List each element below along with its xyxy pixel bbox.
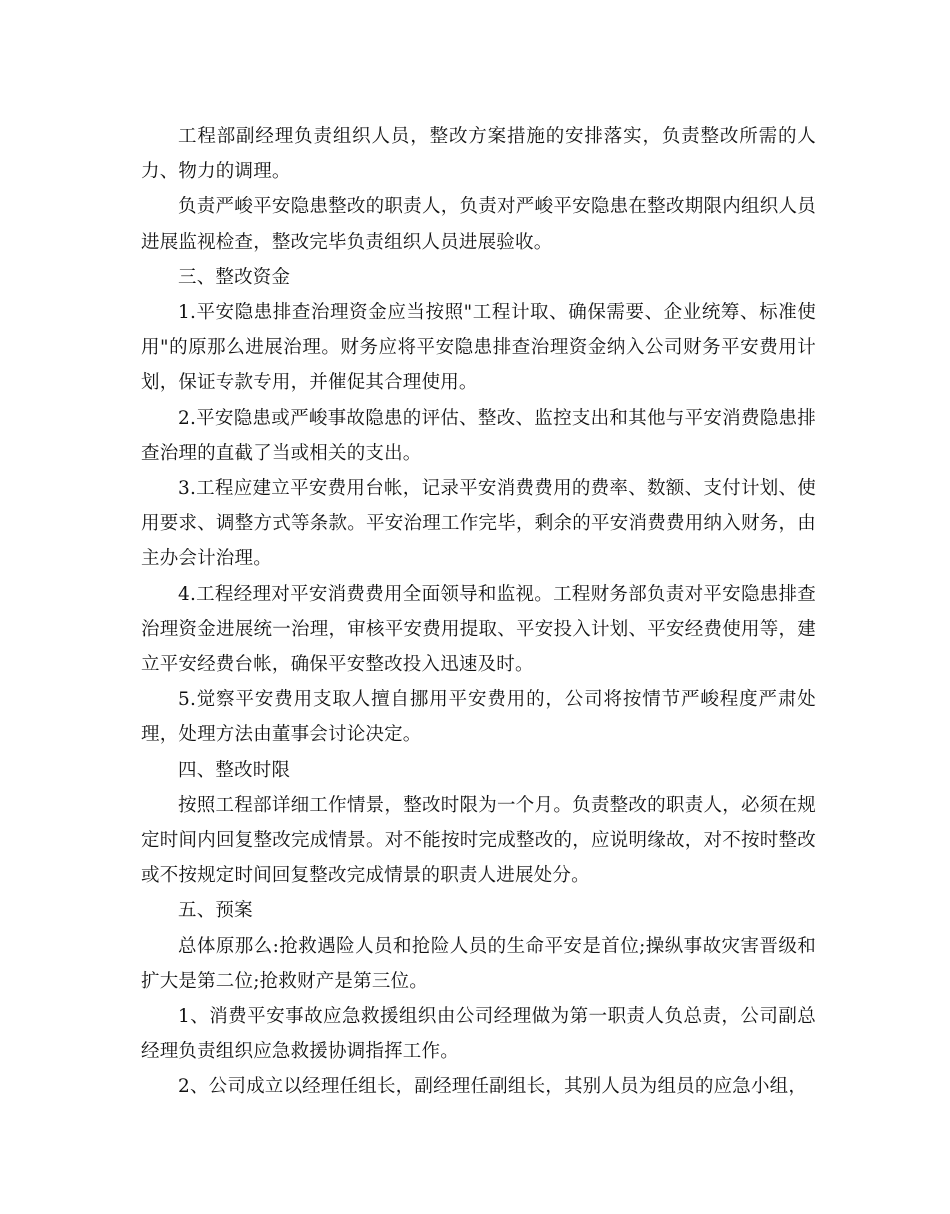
paragraph-plan-item-2: 2、公司成立以经理任组长，副经理任副组长，其别人员为组员的应急小组， [178,1076,808,1098]
document-body [141,119,816,1105]
section-heading-funds: 三、整改资金 [178,266,291,288]
paragraph-funds-item-1: 1.平安隐患排查治理资金应当按照"工程计取、确保需要、企业统筹、标准使用"的原那么进展治理。财务应将平安隐患排查治理资金纳入公司财务平安费用计划，保证专款专用，并催促其合理使用。 [141,302,816,394]
paragraph-funds-item-4: 4.工程经理对平安消费费用全面领导和监视。工程财务部负责对平安隐患排查治理资金进展统一治理，审核平安费用提取、平安投入计划、平安经费使用等，建立平安经费台帐，确保平安整改投入迅速及时。 [141,583,816,676]
section-heading-plan: 五、预案 [178,900,253,922]
paragraph-time-limit: 按照工程部详细工作情景，整改时限为一个月。负责整改的职责人，必须在规定时间内回复整改完成情景。对不能按时完成整改的，应说明缘故，对不按时整改或不按规定时间回复整改完成情景的职责人进展处分。 [141,794,816,887]
paragraph-funds-item-5: 5.觉察平安费用支取人擅自挪用平安费用的，公司将按情节严峻程度严肃处理，处理方法由董事会讨论决定。 [141,689,816,746]
paragraph-responsible-person-duties: 负责严峻平安隐患整改的职责人，负责对严峻平安隐患在整改期限内组织人员进展监视检查，整改完毕负责组织人员进展验收。 [141,196,816,253]
paragraph-funds-item-2: 2.平安隐患或严峻事故隐患的评估、整改、监控支出和其他与平安消费隐患排查治理的直截了当或相关的支出。 [141,407,816,464]
section-heading-time-limit: 四、整改时限 [178,759,291,781]
paragraph-plan-principle: 总体原那么:抢救遇险人员和抢险人员的生命平安是首位;操纵事故灾害晋级和扩大是第二位;抢救财产是第三位。 [141,935,816,992]
paragraph-deputy-manager-duties: 工程部副经理负责组织人员，整改方案措施的安排落实，负责整改所需的人力、物力的调理。 [141,126,816,183]
paragraph-funds-item-3: 3.工程应建立平安费用台帐，记录平安消费费用的费率、数额、支付计划、使用要求、调整方式等条款。平安治理工作完毕，剩余的平安消费费用纳入财务，由主办会计治理。 [141,478,816,570]
paragraph-plan-item-1: 1、消费平安事故应急救援组织由公司经理做为第一职责人负总责，公司副总经理负责组织应急救援协调指挥工作。 [141,1006,816,1063]
